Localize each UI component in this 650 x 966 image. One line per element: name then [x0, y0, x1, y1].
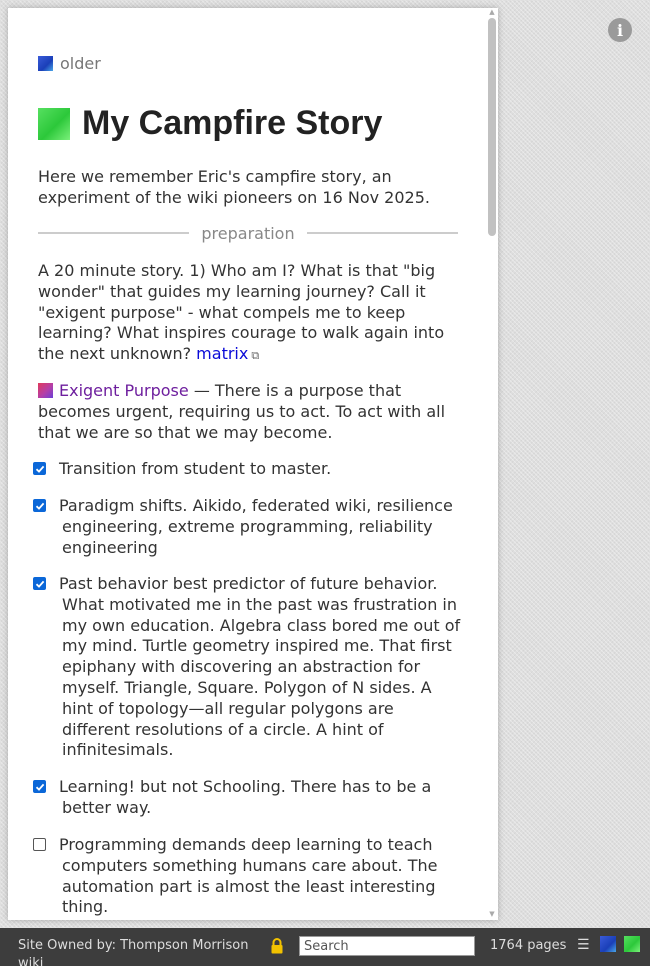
external-link-icon: ⧉ — [251, 349, 260, 363]
story-text: A 20 minute story. 1) Who am I? What is that "big wonder" that guides my learning journey? Call it "exigent purpose" - what compels me to keep learning? What inspires courage to walk again into the next unknown? — [38, 261, 445, 364]
todo-item — [38, 835, 463, 918]
separator-line-right — [307, 232, 458, 234]
check-icon — [35, 579, 45, 589]
todo-text: Programming demands deep learning to teach computers something humans care about. The automation part is almost the least interesting thing. — [59, 835, 438, 917]
todo-text: Past behavior best predictor of future behavior. What motivated me in the past was frustration in my own education. Algebra class bored me out of my mind. Turtle geometry inspired me. That first epiphany with discovering an abstraction for myself. Triangle, Square. Polygon of N sides. A hint of topology—all regular polygons are different resolutions of a circle. A hint of infinitesimals. — [59, 574, 461, 760]
todo-text: Paradigm shifts. Aikido, federated wiki, resilience engineering, extreme programming, reliability engineering — [59, 496, 453, 557]
todo-checkbox[interactable] — [33, 838, 46, 851]
todo-text: Learning! but not Schooling. There has to be a better way. — [59, 777, 432, 817]
separator-label: preparation — [201, 223, 295, 243]
search-input[interactable] — [299, 936, 475, 956]
todo-checkbox[interactable] — [33, 462, 46, 475]
todo-item — [38, 574, 463, 761]
todo-checkbox[interactable] — [33, 780, 46, 793]
todo-item — [38, 496, 463, 558]
footer-site-flag-icon[interactable] — [600, 936, 616, 952]
page-flag-icon[interactable] — [38, 108, 70, 140]
exigent-text: — There is a purpose that becomes urgent, requiring us to act. To act with all that we are so that we may become. — [38, 381, 446, 442]
menu-icon[interactable]: ☰ — [577, 937, 590, 953]
older-link[interactable] — [38, 54, 101, 73]
todo-checkbox[interactable] — [33, 499, 46, 512]
separator-line-left — [38, 232, 189, 234]
scroll-down-icon[interactable]: ▼ — [489, 910, 495, 918]
site-owner-wiki: wiki — [18, 956, 44, 966]
info-icon[interactable]: i — [608, 18, 632, 42]
site-owner: Site Owned by: Thompson Morrison — [18, 938, 249, 953]
wiki-page — [8, 8, 498, 920]
scrollbar-thumb[interactable] — [488, 18, 496, 236]
check-icon — [35, 782, 45, 792]
section-separator — [38, 222, 458, 244]
exigent-purpose-link[interactable]: Exigent Purpose — [59, 381, 189, 400]
check-icon — [35, 501, 45, 511]
page-title: My Campfire Story — [82, 104, 383, 142]
lock-icon[interactable] — [270, 937, 284, 955]
todo-item — [38, 777, 463, 819]
footer-page-flag-icon[interactable] — [624, 936, 640, 952]
todo-checkbox[interactable] — [33, 577, 46, 590]
todo-item — [38, 459, 463, 480]
page-scrollbar[interactable] — [486, 8, 498, 920]
older-label: older — [60, 54, 101, 73]
exigent-paragraph — [38, 381, 463, 443]
scroll-up-icon[interactable]: ▲ — [489, 8, 495, 16]
footer-bar — [0, 928, 650, 966]
todo-text: Transition from student to master. — [59, 459, 332, 478]
intro-paragraph: Here we remember Eric's campfire story, an experiment of the wiki pioneers on 16 Nov 2025. — [38, 167, 430, 207]
site-flag-icon — [38, 56, 53, 71]
page-title-row — [38, 104, 382, 143]
check-icon — [35, 464, 45, 474]
page-count: 1764 pages — [490, 938, 567, 953]
matrix-link[interactable]: matrix — [196, 344, 249, 364]
exigent-flag-icon — [38, 383, 53, 398]
story-paragraph — [38, 261, 463, 367]
